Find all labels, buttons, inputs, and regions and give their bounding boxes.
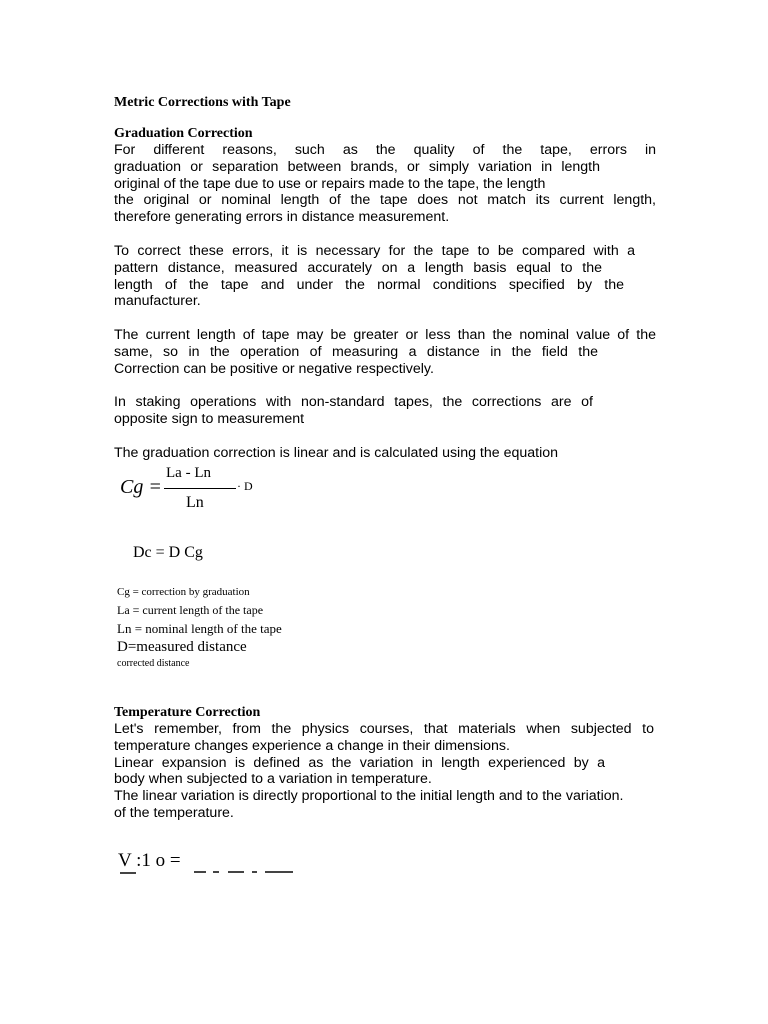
temperature-heading: Temperature Correction	[114, 705, 261, 720]
text-line: length of the tape and under the normal conditions specified by the	[114, 276, 624, 293]
formula-numerator: La - Ln	[166, 465, 211, 481]
formula-denominator: Ln	[186, 494, 204, 511]
formula-lhs: Cg =	[120, 476, 162, 498]
text-line: temperature changes experience a change in their dimensions.	[114, 737, 510, 754]
text-line: manufacturer.	[114, 293, 201, 310]
formula-fragment	[194, 871, 206, 873]
graduation-paragraph-2	[114, 243, 656, 310]
graduation-paragraph-3	[114, 327, 656, 377]
legend-item: Ln = nominal length of the tape	[117, 621, 282, 636]
text-line: For different reasons, such as the quality of the tape, errors in	[114, 142, 656, 158]
text-line: The graduation correction is linear and is calculated using the equation	[114, 445, 559, 461]
text-line: of the temperature.	[114, 804, 234, 821]
text-line: Correction can be positive or negative respectively.	[114, 360, 434, 377]
text-line: pattern distance, measured accurately on a length basis equal to the	[114, 259, 602, 276]
text-line: graduation or separation between brands, or simply variation in length	[114, 158, 600, 175]
text-line: In staking operations with non-standard tapes, the corrections are of	[114, 394, 593, 410]
legend-item: D=measured distance	[117, 639, 247, 655]
text-line: Linear expansion is defined as the variation in length experienced by a	[114, 754, 605, 771]
text-line: The linear variation is directly proportional to the initial length and to the variation.	[114, 788, 624, 805]
graduation-paragraph-5	[114, 445, 656, 462]
formula-fragment	[213, 871, 219, 873]
text-line: original of the tape due to use or repairs made to the tape, the length	[114, 175, 546, 192]
text-line: The current length of tape may be greater or less than the nominal value of the	[114, 327, 656, 343]
formula-factor: · D	[237, 479, 253, 493]
graduation-correction-formula	[120, 465, 266, 526]
legend-item: La = current length of the tape	[117, 603, 264, 617]
text-line: the original or nominal length of the tape does not match its current length,	[114, 192, 656, 209]
graduation-paragraph-4	[114, 394, 656, 428]
text-line: To correct these errors, it is necessary for the tape to be compared with a	[114, 243, 635, 259]
formula-text: V :1 o =	[118, 850, 181, 871]
graduation-heading: Graduation Correction	[114, 126, 253, 141]
formula-fragment	[265, 871, 293, 873]
document-title: Metric Corrections with Tape	[114, 95, 291, 110]
text-line: same, so in the operation of measuring a distance in the field the	[114, 343, 598, 360]
legend-item: Cg = correction by graduation	[117, 586, 250, 598]
text-line: Let's remember, from the physics courses, that materials when subjected to	[114, 721, 654, 737]
corrected-distance-formula: Dc = D Cg	[133, 544, 203, 561]
temperature-paragraph	[114, 721, 656, 822]
graduation-paragraph-1	[114, 142, 656, 226]
text-line: body when subjected to a variation in temperature.	[114, 771, 432, 788]
fraction-bar	[164, 488, 236, 489]
formula-fragment	[252, 871, 257, 873]
legend-item: corrected distance	[117, 658, 190, 669]
linear-variation-formula	[118, 850, 308, 880]
text-line: therefore generating errors in distance measurement.	[114, 209, 450, 226]
formula-fragment	[228, 871, 244, 873]
text-line: opposite sign to measurement	[114, 410, 305, 427]
formula-fragment	[120, 872, 136, 874]
